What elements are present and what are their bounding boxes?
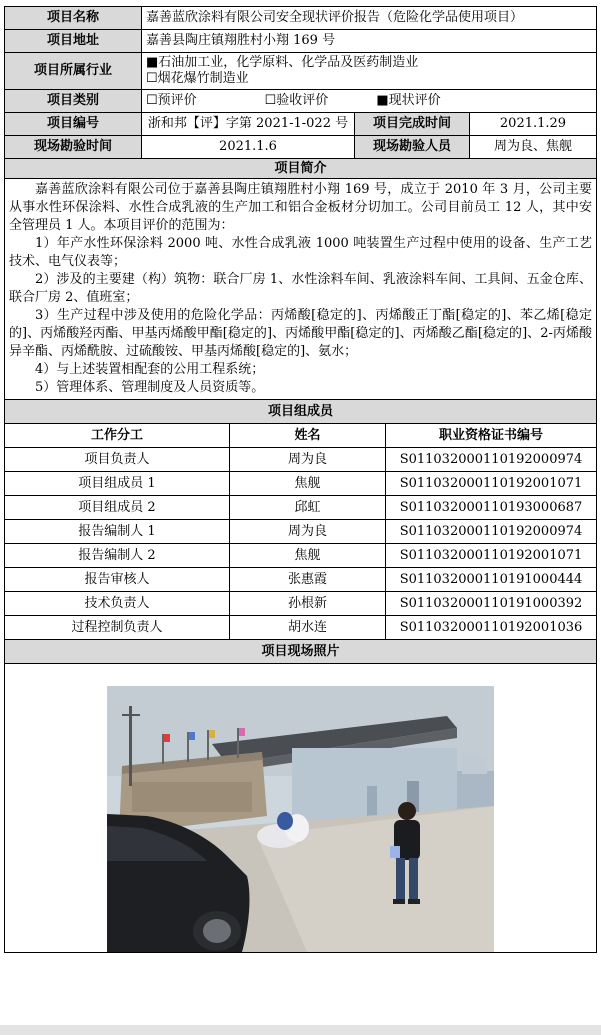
project-address-label: 项目地址: [5, 30, 142, 53]
table-row: [5, 544, 597, 568]
project-address-value: 嘉善县陶庄镇翔胜村小翔 169 号: [142, 30, 597, 53]
member-cert: S011032000110193000687: [386, 496, 597, 520]
member-cert: S011032000110192000974: [386, 448, 597, 472]
members-table: [4, 399, 597, 953]
photo-cell: [5, 664, 597, 953]
complete-time-value: 2021.1.29: [470, 113, 597, 136]
table-row: [5, 448, 597, 472]
table-row: [5, 568, 597, 592]
industry-option-petrochem: ■石油加工业，化学原料、化学品及医药制造业: [146, 55, 419, 70]
category-option-pre: ☐预评价: [146, 93, 197, 108]
survey-time-label: 现场勘验时间: [5, 136, 142, 159]
header-name: 姓名: [230, 424, 386, 448]
project-info-table: [4, 6, 597, 400]
project-industry-row: [5, 53, 597, 90]
member-name: 周为良: [230, 520, 386, 544]
member-role: 项目组成员 1: [5, 472, 230, 496]
page-bottom-bar: [0, 1025, 601, 1035]
member-role: 报告编制人 1: [5, 520, 230, 544]
intro-title: 项目简介: [5, 159, 597, 179]
members-title: 项目组成员: [5, 400, 597, 424]
intro-paragraph: 4）与上述装置相配套的公用工程系统；: [35, 362, 265, 377]
project-name-value: 嘉善蓝欣涂料有限公司安全现状评价报告（危险化学品使用项目）: [142, 7, 597, 30]
member-name: 焦舰: [230, 544, 386, 568]
table-row: [5, 496, 597, 520]
category-option-acceptance: ☐验收评价: [264, 93, 329, 108]
project-category-options: [142, 90, 597, 113]
project-name-row: [5, 7, 597, 30]
survey-time-value: 2021.1.6: [142, 136, 355, 159]
member-role: 项目组成员 2: [5, 496, 230, 520]
member-name: 张惠霞: [230, 568, 386, 592]
intro-paragraph: 3）生产过程中涉及使用的危险化学品：丙烯酸[稳定的]、丙烯酸正丁酯[稳定的]、苯乙烯[稳定的]、丙烯酸羟丙酯、甲基丙烯酸甲酯[稳定的]、丙烯酸甲酯[稳定的]、丙烯酸乙酯[稳定的]、2-丙烯酸异辛酯、丙烯酰胺、过硫酸铵、甲基丙烯酸[稳定的]、氨水；: [9, 308, 592, 359]
member-cert: S011032000110191000392: [386, 592, 597, 616]
site-photo: [107, 686, 494, 952]
survey-row: [5, 136, 597, 159]
member-name: 胡水连: [230, 616, 386, 640]
project-number-row: [5, 113, 597, 136]
member-role: 项目负责人: [5, 448, 230, 472]
member-name: 周为良: [230, 448, 386, 472]
intro-body: [5, 179, 597, 400]
report-sheet: [4, 6, 596, 953]
intro-paragraph: 1）年产水性环保涂料 2000 吨、水性合成乳液 1000 吨装置生产过程中使用的设备、生产工艺技术、电气仪表等；: [9, 236, 592, 269]
header-role: 工作分工: [5, 424, 230, 448]
category-option-current: ■现状评价: [376, 93, 441, 108]
photo-title-row: [5, 640, 597, 664]
member-cert: S011032000110192001036: [386, 616, 597, 640]
intro-paragraph: 嘉善蓝欣涂料有限公司位于嘉善县陶庄镇翔胜村小翔 169 号，成立于 2010 年 3 月，公司主要从事水性环保涂料、水性合成乳液的生产加工和铝合金板材分切加工。公司目前员工 12 人，其中安全管理员 1 人。本项目评价的范围为：: [9, 182, 592, 233]
project-category-label: 项目类别: [5, 90, 142, 113]
project-number-value: 浙和邦【评】字第 2021-1-022 号: [142, 113, 355, 136]
photo-row: [5, 664, 597, 953]
intro-title-row: [5, 159, 597, 179]
header-cert: 职业资格证书编号: [386, 424, 597, 448]
photo-title: 项目现场照片: [5, 640, 597, 664]
project-industry-value: [142, 53, 597, 90]
project-category-row: [5, 90, 597, 113]
table-row: [5, 616, 597, 640]
member-cert: S011032000110192001071: [386, 544, 597, 568]
intro-body-row: [5, 179, 597, 400]
members-header-row: [5, 424, 597, 448]
survey-people-label: 现场勘验人员: [355, 136, 470, 159]
member-cert: S011032000110192001071: [386, 472, 597, 496]
member-role: 技术负责人: [5, 592, 230, 616]
member-role: 报告审核人: [5, 568, 230, 592]
member-cert: S011032000110192000974: [386, 520, 597, 544]
intro-paragraph: 5）管理体系、管理制度及人员资质等。: [35, 380, 265, 395]
intro-paragraph: 2）涉及的主要建（构）筑物：联合厂房 1、水性涂料车间、乳液涂料车间、工具间、五金仓库、联合厂房 2、值班室；: [9, 272, 592, 305]
members-title-row: [5, 400, 597, 424]
site-photo-illustration: [107, 686, 494, 952]
project-address-row: [5, 30, 597, 53]
member-role: 报告编制人 2: [5, 544, 230, 568]
table-row: [5, 520, 597, 544]
member-name: 孙根新: [230, 592, 386, 616]
project-number-label: 项目编号: [5, 113, 142, 136]
complete-time-label: 项目完成时间: [355, 113, 470, 136]
member-name: 焦舰: [230, 472, 386, 496]
member-role: 过程控制负责人: [5, 616, 230, 640]
member-name: 邱虹: [230, 496, 386, 520]
project-name-label: 项目名称: [5, 7, 142, 30]
table-row: [5, 472, 597, 496]
member-cert: S011032000110191000444: [386, 568, 597, 592]
survey-people-value: 周为良、焦舰: [470, 136, 597, 159]
table-row: [5, 592, 597, 616]
project-industry-label: 项目所属行业: [5, 53, 142, 90]
industry-option-fireworks: ☐烟花爆竹制造业: [146, 71, 249, 86]
